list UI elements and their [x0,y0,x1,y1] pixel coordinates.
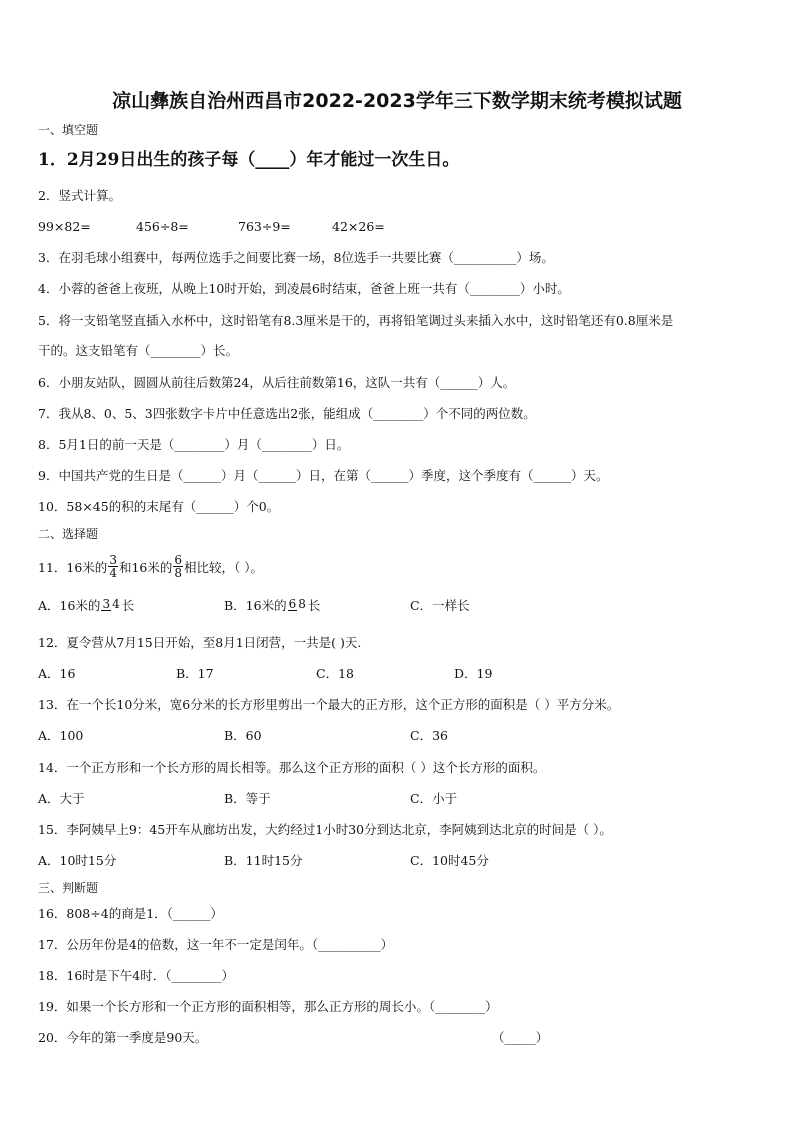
option-b-suffix: 长 [307,598,321,613]
option-a-suffix: 长 [121,598,135,613]
option-b[interactable]: B．等于 [224,791,271,806]
section-heading-fill-blank: 一、填空题 [38,123,99,137]
q11-text-pre: 11．16米的 [38,560,108,575]
option-c[interactable]: C．一样长 [410,598,470,613]
option-a[interactable] [38,598,224,614]
calc-item: 763÷9= [238,219,291,234]
q14-options [38,791,457,807]
fraction-denominator: 4 [112,597,120,611]
question-9: 9．中国共产党的生日是（______）月（______）日，在第（______）季度，这个季度有（______）天。 [38,468,609,483]
option-c[interactable]: C．10时45分 [410,853,489,868]
fraction-denominator: 8 [298,597,306,611]
question-20: 20．今年的第一季度是90天。 [38,1030,208,1045]
section-heading-choice: 二、选择题 [38,527,99,541]
section-heading-judge: 三、判断题 [38,881,99,895]
q11-text-mid: 和16米的 [118,560,173,575]
question-20-answer-blank[interactable]: （_____） [492,1030,549,1045]
q15-options [38,853,489,869]
question-10: 10．58×45的积的末尾有（______）个0。 [38,499,280,514]
option-b[interactable]: B．17 [176,666,214,681]
calc-item: 99×82= [38,219,91,234]
q11-text-post: 相比较，（ ）。 [184,560,263,575]
question-12: 12．夏令营从7月15日开始，至8月1日闭营，一共是( )天. [38,635,362,650]
question-16: 16．808÷4的商是1．（______） [38,906,223,921]
option-a[interactable]: A．100 [38,728,84,743]
question-15: 15．李阿姨早上9：45开车从廊坊出发，大约经过1小时30分到达北京，李阿姨到达北京的时间是（ ）。 [38,822,612,837]
option-a[interactable]: A．16 [38,666,76,681]
option-a[interactable]: A．10时15分 [38,853,117,868]
calc-item: 456÷8= [136,219,189,234]
fraction-three-quarters [101,598,120,611]
fraction-six-eighths [173,554,183,579]
calc-row [38,219,385,235]
option-b[interactable]: B．60 [224,728,262,743]
question-19: 19．如果一个长方形和一个正方形的面积相等，那么正方形的周长小。（________） [38,999,498,1014]
fraction-numerator: 6 [288,597,297,611]
fraction-denominator: 8 [174,566,182,580]
question-18: 18．16时是下午4时．（________） [38,968,235,983]
option-b[interactable] [224,598,410,614]
fraction-six-eighths [288,598,307,611]
fraction-three-quarters [108,554,118,579]
page-title: 凉山彝族自治州西昌市2022-2023学年三下数学期末统考模拟试题 [112,90,682,112]
question-3: 3．在羽毛球小组赛中，每两位选手之间要比赛一场，8位选手一共要比赛（__________）场。 [38,250,554,265]
q11-options [38,598,470,614]
question-5-line-2: 干的。这支铅笔有（________）长。 [38,343,239,358]
question-6: 6．小朋友站队，圆圆从前往后数第24，从后往前数第16，这队一共有（______）人。 [38,375,516,390]
option-c[interactable]: C．36 [410,728,448,743]
fraction-numerator: 6 [174,553,182,567]
question-2: 2．竖式计算。 [38,188,121,203]
question-1: 1．2月29日出生的孩子每（____）年才能过一次生日。 [38,150,460,170]
question-11 [38,553,263,581]
question-17: 17．公历年份是4的倍数，这一年不一定是闰年。（__________） [38,937,394,952]
option-a[interactable]: A．大于 [38,791,85,806]
option-a-text: A．16米的 [38,598,101,613]
option-c[interactable]: C．18 [316,666,354,681]
fraction-denominator: 4 [109,566,117,580]
option-b[interactable]: B．11时15分 [224,853,303,868]
q12-options [38,666,492,682]
option-b-text: B．16米的 [224,598,287,613]
question-4: 4．小蓉的爸爸上夜班，从晚上10时开始，到凌晨6时结束，爸爸上班一共有（________）小时。 [38,281,570,296]
question-5-line-1: 5．将一支铅笔竖直插入水杯中，这时铅笔有8.3厘米是干的，再将铅笔调过头来插入水中，这时铅笔还有0.8厘米是 [38,313,674,328]
fraction-numerator: 3 [109,553,117,567]
question-14: 14．一个正方形和一个长方形的周长相等。那么这个正方形的面积（ ）这个长方形的面积。 [38,760,546,775]
fraction-numerator: 3 [102,597,111,611]
question-13: 13．在一个长10分米，宽6分米的长方形里剪出一个最大的正方形，这个正方形的面积是（ ）平方分米。 [38,697,620,712]
option-d[interactable]: D．19 [454,666,493,681]
q13-options [38,728,448,744]
question-7: 7．我从8、0、5、3四张数字卡片中任意选出2张，能组成（________）个不同的两位数。 [38,406,536,421]
question-8: 8．5月1日的前一天是（________）月（________）日。 [38,437,350,452]
option-c[interactable]: C．小于 [410,791,458,806]
calc-item: 42×26= [332,219,385,234]
